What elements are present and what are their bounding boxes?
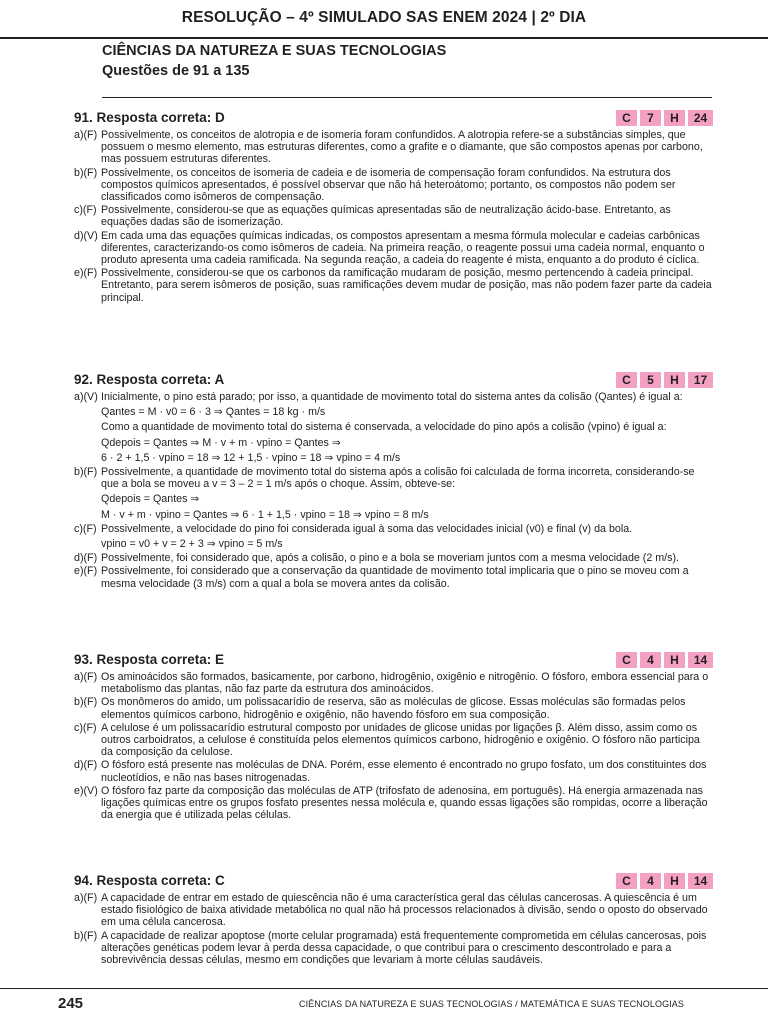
tag-skill-number: 14 <box>688 652 713 668</box>
tag-skill-label: H <box>664 110 685 126</box>
competency-tags <box>613 110 713 126</box>
option-text: Possivelmente, considerou-se que as equações químicas apresentadas são de neutralização ácido-base. Entretanto, as equações dadas são de isomerização. <box>101 204 671 229</box>
option-text: O fósforo faz parte da composição das moléculas de ATP (trifosfato de adenosina, em português). Há energia armazenada nas ligações químicas entre os grupos fosfato presentes nessa molécula e, quando essas ligações são rompidas, ocorre a liberação da energia que é utilizada pelas células. <box>101 784 708 822</box>
tag-competency-number: 5 <box>640 372 661 388</box>
tag-competency-label: C <box>616 372 637 388</box>
equation-line: Qdepois = Qantes ⇒ M · v + m · vpino = Qantes ⇒ <box>101 436 341 449</box>
equation-line: M · v + m · vpino = Qantes ⇒ 6 · 1 + 1,5 · vpino = 18 ⇒ vpino = 8 m/s <box>101 508 429 521</box>
option-text: A capacidade de entrar em estado de quiescência não é uma característica geral das células cancerosas. A quiescência é um estado fisiológico de baixa atividade metabólica no qual não há processos relacionados à divisão, sendo o oposto do observado em uma célula cancerosa. <box>101 892 708 929</box>
competency-tags <box>613 652 713 668</box>
question-header <box>74 650 714 670</box>
answer-option <box>74 785 714 822</box>
answer-option <box>74 722 714 759</box>
equation-line: Qdepois = Qantes ⇒ <box>101 493 200 506</box>
section-subtitle: Questões de 91 a 135 <box>102 63 250 79</box>
section-title: CIÊNCIAS DA NATUREZA E SUAS TECNOLOGIAS <box>102 43 447 59</box>
option-label: c)(F) <box>74 721 97 734</box>
answer-option <box>74 930 714 967</box>
option-label: b)(F) <box>74 929 98 942</box>
tag-skill-number: 14 <box>688 873 713 889</box>
question-92 <box>74 370 714 590</box>
question-header <box>74 871 714 891</box>
header-title: RESOLUÇÃO – 4º SIMULADO SAS ENEM 2024 | 2º DIA <box>181 9 587 26</box>
option-text: Possivelmente, considerou-se que os carbonos da ramificação mudaram de posição, mesmo pertencendo à cadeia principal. Entretanto, para serem isômeros de posição, suas ramificações devem mudar de posição, mas não podem fazer parte da cadeia principal. <box>101 267 712 304</box>
option-label: a)(V) <box>74 391 98 403</box>
answer-option <box>74 523 714 535</box>
footer-divider <box>0 988 768 989</box>
answer-option <box>74 671 714 695</box>
option-label: d)(V) <box>74 229 98 242</box>
option-text: Possivelmente, os conceitos de alotropia e de isomeria foram confundidos. A alotropia refere-se a substâncias simples, que possuem o mesmo elemento, mas estruturas diferentes, como a grafite e o diamante, que são compostos apenas por carbono, mas possuem estruturas diferentes. <box>101 129 703 166</box>
option-label: b)(F) <box>74 166 98 179</box>
option-text: Os monômeros do amido, um polissacarídio de reserva, são as moléculas de glicose. Essas moléculas são formadas pelos elementos químicos carbono, hidrogênio e oxigênio, não havendo fósforo em sua composição. <box>101 696 686 721</box>
page-header <box>0 0 768 39</box>
equation-line: Como a quantidade de movimento total do sistema é conservada, a velocidade do pino após a colisão (vpino) é igual a: <box>101 421 667 434</box>
option-text: Em cada uma das equações químicas indicadas, os compostos apresentam a mesma fórmula molecular e cadeias carbônicas diferentes, caracterizando-os como isômeros de cadeia. Na primeira reação, o reagente possui uma cadeia normal, enquanto o produto apresenta uma cadeia ramificada. Na segunda reação, a cadeia do reagente é mista, enquanto a do produto é cíclica. <box>101 229 705 267</box>
option-label: b)(F) <box>74 696 98 709</box>
answer-option <box>74 552 714 564</box>
option-text: Inicialmente, o pino está parado; por isso, a quantidade de movimento total do sistema antes da colisão (Qantes) é igual a: <box>101 391 683 403</box>
tag-skill-number: 24 <box>688 110 713 126</box>
section-divider <box>102 97 712 98</box>
tag-competency-label: C <box>616 110 637 126</box>
equation-line: vpino = v0 + v = 2 + 3 ⇒ vpino = 5 m/s <box>101 538 283 551</box>
answer-option <box>74 565 714 589</box>
tag-skill-label: H <box>664 372 685 388</box>
tag-skill-label: H <box>664 873 685 889</box>
option-label: a)(F) <box>74 892 98 904</box>
option-text: Possivelmente, a quantidade de movimento total do sistema após a colisão foi calculada de forma incorreta, considerando-se que a bola se moveu a v = 3 – 2 = 1 m/s após o choque. Assim, obteve-se: <box>101 466 695 491</box>
section-heading <box>102 41 446 81</box>
option-text: Possivelmente, foi considerado que a conservação da quantidade de movimento total implicaria que o pino se moveu com a mesma velocidade (3 m/s) com a qual a bola se movera antes da colisão. <box>101 565 689 590</box>
answer-option <box>74 696 714 720</box>
answer-option <box>74 267 714 304</box>
tag-skill-number: 17 <box>688 372 713 388</box>
option-text: A celulose é um polissacarídio estrutural composto por unidades de glicose unidas por ligações β. Além disso, assim como os outros carboidratos, a celulose é constituída pelos elementos químicos carbono, hidrogênio e oxigênio. O fósforo não participa da composição da celulose. <box>101 721 700 759</box>
tag-competency-label: C <box>616 652 637 668</box>
tag-competency-label: C <box>616 873 637 889</box>
answer-option <box>74 759 714 783</box>
option-text: Possivelmente, os conceitos de isomeria de cadeia e de isomeria de compensação foram confundidos. Na estrutura dos compostos químicos apresentados, é possível observar que não há heteroátomo; portanto, os compostos não podem ser classificados como isômeros de compensação. <box>101 166 676 204</box>
answer-option <box>74 129 714 166</box>
option-text: Possivelmente, a velocidade do pino foi considerada igual à soma das velocidades inicial (v0) e final (v) da bola. <box>101 522 633 535</box>
equation-line: 6 · 2 + 1,5 · vpino = 18 ⇒ 12 + 1,5 · vpino = 18 ⇒ vpino = 4 m/s <box>101 451 401 464</box>
answer-option <box>74 167 714 204</box>
answer-option <box>74 466 714 490</box>
option-label: d)(F) <box>74 552 98 565</box>
option-label: c)(F) <box>74 522 97 535</box>
option-text: Possivelmente, foi considerado que, após a colisão, o pino e a bola se moveriam juntos com a mesma velocidade (2 m/s). <box>101 552 680 565</box>
question-94 <box>74 871 714 966</box>
tag-competency-number: 4 <box>640 873 661 889</box>
question-title: 92. Resposta correta: A <box>74 372 225 387</box>
option-label: b)(F) <box>74 466 98 479</box>
answer-option <box>74 230 714 267</box>
answer-option <box>74 892 714 929</box>
equation-line: Qantes = M · v0 = 6 · 3 ⇒ Qantes = 18 kg · m/s <box>101 406 326 419</box>
option-text: A capacidade de realizar apoptose (morte celular programada) está frequentemente comprometida em células cancerosas, pois alterações genéticas podem levar à perda dessa capacidade, o que contribui para o crescimento descontrolado e para a sobrevivência dessas células, mesmo em condições que levariam à morte células saudáveis. <box>101 929 707 967</box>
answer-option <box>74 204 714 228</box>
tag-competency-number: 7 <box>640 110 661 126</box>
question-title: 91. Resposta correta: D <box>74 110 225 125</box>
tag-skill-label: H <box>664 652 685 668</box>
question-91 <box>74 108 714 304</box>
question-header <box>74 370 714 390</box>
option-text: Os aminoácidos são formados, basicamente, por carbono, hidrogênio, oxigênio e nitrogênio. O fósforo, embora essencial para o metabolismo das plantas, não faz parte da estrutura dos aminoácidos. <box>101 671 709 696</box>
option-text: O fósforo está presente nas moléculas de DNA. Porém, esse elemento é encontrado no grupo fosfato, um dos constituintes dos nucleotídios, e não nas bases nitrogenadas. <box>101 759 707 784</box>
competency-tags <box>613 873 713 889</box>
question-title: 93. Resposta correta: E <box>74 652 225 667</box>
option-label: c)(F) <box>74 204 97 217</box>
tag-competency-number: 4 <box>640 652 661 668</box>
page-number: 245 <box>58 995 84 1012</box>
option-label: a)(F) <box>74 129 98 141</box>
option-label: d)(F) <box>74 759 98 772</box>
answer-option <box>74 391 714 403</box>
option-label: a)(F) <box>74 671 98 683</box>
option-label: e)(V) <box>74 784 98 797</box>
footer-text: CIÊNCIAS DA NATUREZA E SUAS TECNOLOGIAS / MATEMÁTICA E SUAS TECNOLOGIAS <box>298 999 684 1009</box>
option-label: e)(F) <box>74 565 98 578</box>
competency-tags <box>613 372 713 388</box>
option-label: e)(F) <box>74 267 98 280</box>
question-header <box>74 108 714 128</box>
question-title: 94. Resposta correta: C <box>74 873 225 888</box>
question-93 <box>74 650 714 821</box>
